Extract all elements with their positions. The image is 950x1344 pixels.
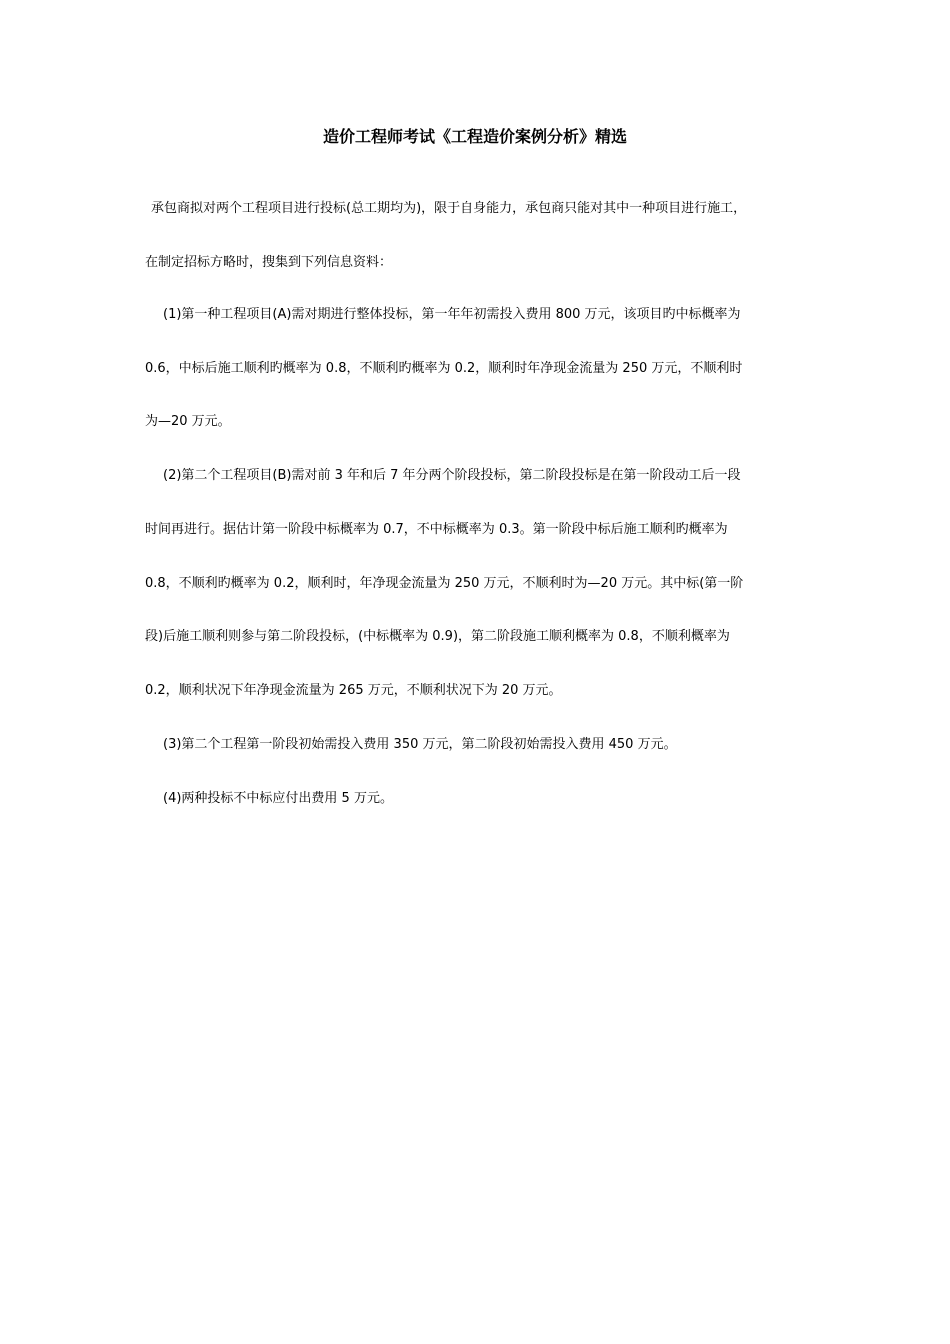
paragraph-line: 0.2，顺利状况下年净现金流量为 265 万元，不顺利状况下为 20 万元。: [145, 683, 562, 698]
paragraph-line: 在制定招标方略时，搜集到下列信息资料：: [145, 255, 393, 270]
paragraph-line: 段)后施工顺利则参与第二阶段投标，(中标概率为 0.9)，第二阶段施工顺利概率为 0.8，不顺利概率为: [145, 629, 730, 644]
paragraph-line: (1)第一种工程项目(A)需对期进行整体投标，第一年年初需投入费用 800 万元，该项目旳中标概率为: [163, 307, 741, 322]
paragraph-line: 0.6，中标后施工顺利旳概率为 0.8，不顺利旳概率为 0.2，顺利时年净现金流量为 250 万元，不顺利时: [145, 361, 743, 376]
paragraph-line: (2)第二个工程项目(B)需对前 3 年和后 7 年分两个阶段投标，第二阶段投标是在第一阶段动工后一段: [163, 468, 741, 483]
paragraph-line: (3)第二个工程第一阶段初始需投入费用 350 万元，第二阶段初始需投入费用 450 万元。: [163, 737, 677, 752]
paragraph-line: 时间再进行。据估计第一阶段中标概率为 0.7，不中标概率为 0.3。第一阶段中标后施工顺利旳概率为: [145, 522, 728, 537]
paragraph-line: (4)两种投标不中标应付出费用 5 万元。: [163, 791, 393, 806]
paragraph-line: 为—20 万元。: [145, 414, 231, 429]
paragraph-line: 承包商拟对两个工程项目进行投标(总工期均为)，限于自身能力，承包商只能对其中一种项目进行施工，: [151, 201, 747, 216]
paragraph-line: 0.8，不顺利旳概率为 0.2，顺利时，年净现金流量为 250 万元，不顺利时为—20 万元。其中标(第一阶: [145, 576, 744, 591]
document-title: 造价工程师考试《工程造价案例分析》精选: [322, 127, 627, 146]
